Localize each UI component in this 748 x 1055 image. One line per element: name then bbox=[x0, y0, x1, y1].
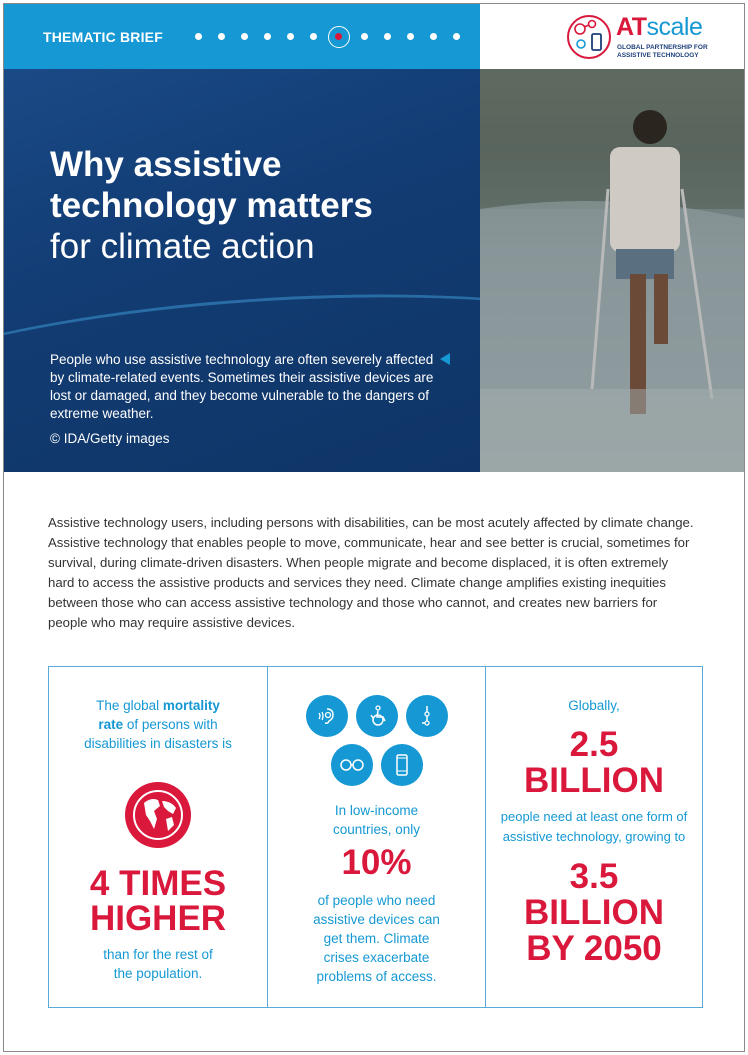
page-dot-5[interactable] bbox=[287, 33, 294, 40]
brief-label: THEMATIC BRIEF bbox=[43, 28, 163, 45]
stats-panel bbox=[48, 666, 703, 1008]
page-dot-8[interactable] bbox=[361, 33, 368, 40]
stat-global-need: Globally, 2.5 BILLION people need at least one form of assistive technology, growing to 3.5 BILLION BY 2050 bbox=[500, 698, 688, 968]
prosthesis-icon bbox=[406, 695, 448, 737]
atscale-logo bbox=[480, 4, 745, 69]
stat-mortality: The global mortality rate of persons with disabilities in disasters is 4 TIMES HIGHER than for the rest of the population. bbox=[49, 667, 268, 1007]
page-dot-11[interactable] bbox=[430, 33, 437, 40]
intro-paragraph: Assistive technology users, including persons with disabilities, can be most acutely affected by climate change. Assistive technology that enables people to move, communicate, hear and see better is crucial, sometimes for survival, during climate-driven disasters. When people migrate and become displaced, it is often extremely hard to access the assistive products and services they need. Climate change amplifies existing inequities between those who can access assistive technology and those who cannot, and creates new barriers for people who may require assistive devices. bbox=[48, 515, 694, 630]
hero-photo bbox=[480, 69, 745, 472]
page-dot-2[interactable] bbox=[218, 33, 225, 40]
brief-page bbox=[3, 3, 745, 1052]
stat-access: In low-income countries, only 10% of people who need assistive devices can get them. Climate crises exacerbate problems of access. bbox=[268, 667, 486, 1007]
hearing-icon bbox=[306, 695, 348, 737]
logo-subtitle: GLOBAL PARTNERSHIP FOR ASSISTIVE TECHNOLOGY bbox=[617, 44, 708, 59]
page-pagination bbox=[187, 26, 468, 48]
atscale-emblem-icon bbox=[566, 14, 612, 60]
page-dot-4[interactable] bbox=[264, 33, 271, 40]
globe-icon bbox=[124, 781, 192, 849]
child-on-crutches-image bbox=[480, 69, 745, 472]
page-title: Why assistive technology matters for climate action bbox=[50, 145, 373, 266]
page-dot-10[interactable] bbox=[407, 33, 414, 40]
photo-credit: © IDA/Getty images bbox=[50, 431, 170, 446]
photo-caption: People who use assistive technology are often severely affected by climate-related events. Sometimes their assistive devices are lost or damaged, and they become vulnerable to the dangers of extreme weather. bbox=[50, 352, 434, 421]
page-dot-current[interactable] bbox=[328, 26, 350, 48]
header-bar bbox=[4, 4, 480, 69]
page-dot-3[interactable] bbox=[241, 33, 248, 40]
glasses-icon bbox=[331, 744, 373, 786]
page-dot-12[interactable] bbox=[453, 33, 460, 40]
phone-icon bbox=[381, 744, 423, 786]
wheelchair-icon bbox=[356, 695, 398, 737]
page-dot-1[interactable] bbox=[195, 33, 202, 40]
logo-title: ATscale bbox=[616, 13, 703, 41]
hero-banner bbox=[4, 69, 480, 472]
page-dot-9[interactable] bbox=[384, 33, 391, 40]
page-dot-6[interactable] bbox=[310, 33, 317, 40]
